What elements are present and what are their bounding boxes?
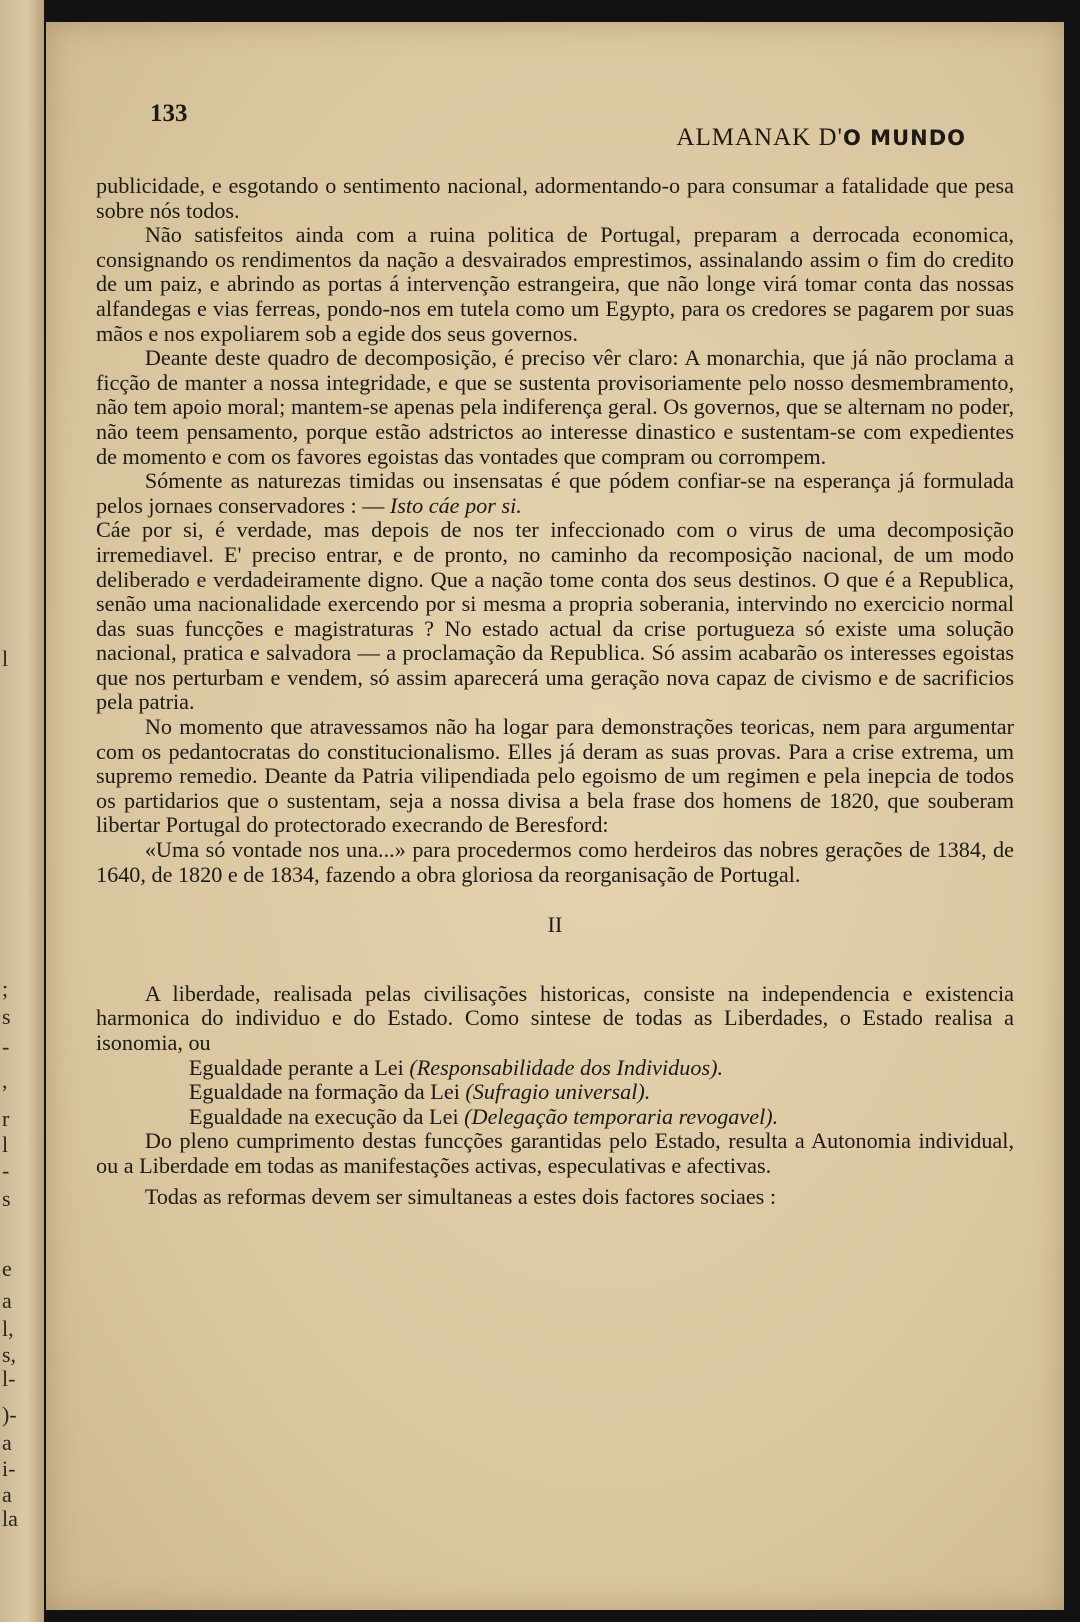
margin-fragment: la xyxy=(2,1506,18,1531)
principle-note: (Sufragio universal). xyxy=(465,1079,651,1105)
running-title-brand: O MUNDO xyxy=(843,126,966,150)
quoted-phrase: Isto cáe por si. xyxy=(389,492,522,518)
book-page xyxy=(46,22,1064,1610)
paragraph: Cáe por si, é verdade, mas depois de nos ter infeccionado com o virus de uma decomposição irremediavel. E' preciso entrar, e de pronto, no caminho da recomposição nacional, de um modo deliberado e verdadeiramente digno. Que a nação tome conta dos seus destinos. O que é a Republica, senão uma nacionalidade exercendo por si mesma a propria soberania, intervindo no exercicio normal das suas funcções e magistraturas ? No estado actual da crise portugueza só existe uma solução nacional, pratica e salvadora — a proclamação da Republica. Só assim acabarão os interesses egoistas que nos perturbam e vendem, só assim aparecerá uma geração nova capaz de civismo e de sacrificios pela patria. xyxy=(96,517,1014,715)
paragraph-text: Sómente as naturezas timidas ou insensatas é que pódem confiar-se na esperança já formulada pelos jornaes conservadores : xyxy=(96,468,1014,518)
margin-fragment: l xyxy=(2,646,9,671)
margin-fragment: r xyxy=(2,1106,10,1131)
paragraph: Sómente as naturezas timidas ou insensatas é que pódem confiar-se na esperança já formulada pelos jornaes conservadores : — Isto cáe por si. xyxy=(96,468,1014,518)
margin-fragment: s xyxy=(2,1004,11,1029)
margin-fragment: s, xyxy=(2,1342,17,1367)
page-number: 133 xyxy=(150,100,188,127)
margin-fragment: l, xyxy=(2,1316,14,1341)
paragraph: A liberdade, realisada pelas civilisações historicas, consiste na independencia e existencia harmonica do individuo e do Estado. Como sintese de todas as Liberdades, o Estado realisa a isonomia, ou xyxy=(96,980,1014,1055)
paragraph: Deante deste quadro de decomposição, é preciso vêr claro: A monarchia, que já não proclama a ficção de manter a nossa integridade, e que se sustenta provisoriamente pelo nosso desmembramento, não tem apoio moral; mantem-se apenas pela indiferença geral. Os governos, que se alternam no poder, não teem pensamento, porque estão adstrictos ao interesse dinastico e sustentam-se com expedientes de momento e com os favores egoistas das vontades que compram ou corrompem. xyxy=(96,345,1014,469)
paragraph: Do pleno cumprimento destas funcções garantidas pelo Estado, resulta a Autonomia individual, ou a Liberdade em todas as manifestações activas, especulativas e afectivas. xyxy=(96,1128,1014,1178)
section-number: II xyxy=(547,912,563,938)
margin-fragment: a xyxy=(2,1288,12,1313)
principle-note: (Responsabilidade dos Individuos). xyxy=(409,1054,724,1080)
principle-text: Egualdade perante a Lei xyxy=(188,1054,404,1080)
body-text xyxy=(96,174,1014,1209)
principle-line xyxy=(96,1056,1014,1081)
margin-fragment: a xyxy=(2,1482,12,1507)
adjacent-page-strip xyxy=(0,0,44,1622)
paragraph: No momento que atravessamos não ha logar para demonstrações teoricas, nem para argumentar com os pedantocratas do constitucionalismo. Elles já deram as suas provas. Para a crise extrema, um supremo remedio. Deante da Patria vilipendiada pelo egoismo de um regimen e pela inepcia de todos os partidarios que o sustentam, seja a nossa divisa a bela frase dos homens de 1820, que souberam libertar Portugal do protectorado execrando de Beresford: xyxy=(96,714,1014,838)
principle-text: Egualdade na formação da Lei xyxy=(188,1079,460,1105)
margin-fragment: - xyxy=(2,1158,10,1183)
page-header xyxy=(46,100,1064,150)
running-title xyxy=(676,124,966,152)
paragraph: «Uma só vontade nos una...» para procedermos como herdeiros das nobres gerações de 1384, de 1640, de 1820 e de 1834, fazendo a obra gloriosa da reorganisação de Portugal. xyxy=(96,837,1014,887)
margin-fragment: , xyxy=(2,1068,8,1093)
margin-fragment: - xyxy=(2,1034,10,1059)
principle-text: Egualdade na execução da Lei xyxy=(188,1103,459,1129)
paragraph: Não satisfeitos ainda com a ruina politica de Portugal, preparam a derrocada economica, consignando os rendimentos da nação a desvairados emprestimos, assinalando assim o fim do credito de um paiz, e abrindo as portas á intervenção estrangeira, que não longe virá tomar conta das nossas alfandegas e vias ferreas, pondo-nos em tutela como um Egypto, para os credores se pagarem por suas mãos e nos expoliarem sob a egide dos seus governos. xyxy=(96,222,1014,346)
paragraph: Todas as reformas devem ser simultaneas a estes dois factores sociaes : xyxy=(144,1183,777,1209)
principle-note: (Delegação temporaria revogavel). xyxy=(464,1103,779,1129)
margin-fragment: l xyxy=(2,1132,9,1157)
margin-fragment: )- xyxy=(2,1402,17,1427)
margin-fragment: i- xyxy=(2,1456,16,1481)
margin-fragment: e xyxy=(2,1256,12,1281)
running-title-prefix: ALMANAK D' xyxy=(676,124,844,151)
margin-fragment: ; xyxy=(2,976,9,1001)
principle-line xyxy=(96,1105,1014,1130)
margin-fragment: s xyxy=(2,1186,11,1211)
paragraph: publicidade, e esgotando o sentimento nacional, adormentando-o para consumar a fatalidade que pesa sobre nós todos. xyxy=(96,173,1014,223)
margin-fragment: a xyxy=(2,1430,12,1455)
margin-fragment: l- xyxy=(2,1366,16,1391)
principle-line xyxy=(96,1080,1014,1105)
